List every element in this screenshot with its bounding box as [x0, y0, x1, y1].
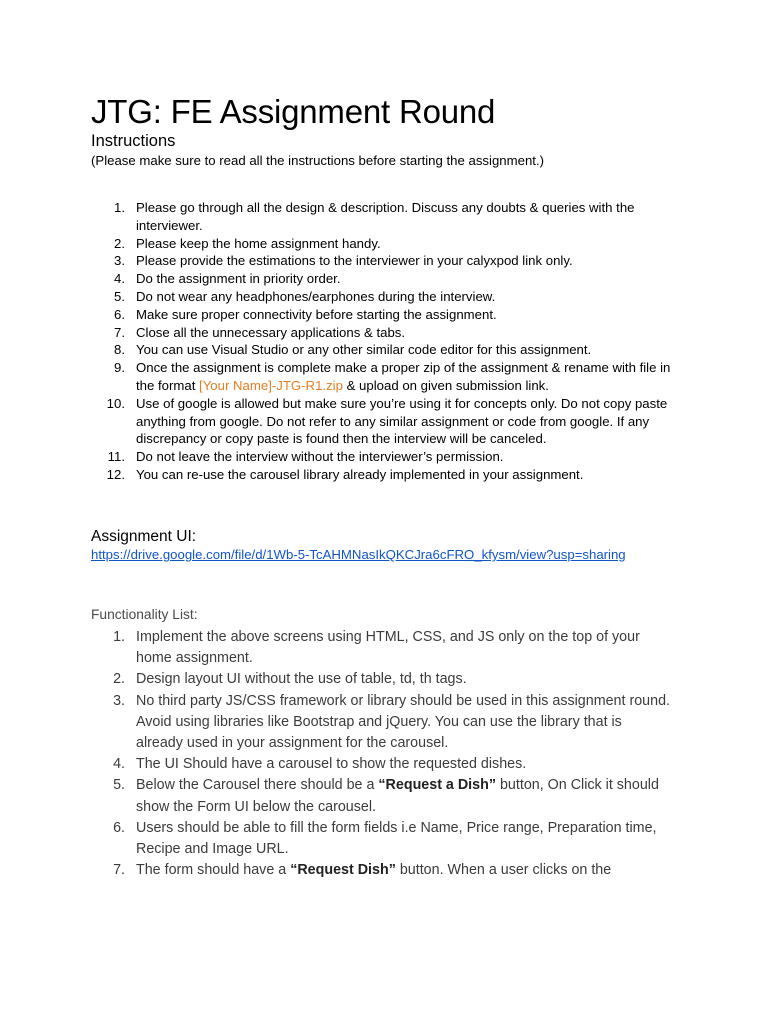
list-number: 12.	[106, 466, 125, 482]
list-number: 5.	[113, 777, 125, 794]
list-item	[91, 448, 671, 466]
assignment-ui-heading: Assignment UI:	[91, 528, 197, 545]
list-item-text: Please go through all the design & description. Discuss any doubts & queries with the interviewer.	[136, 200, 635, 233]
list-item	[91, 669, 671, 690]
list-item-text: No third party JS/CSS framework or library should be used in this assignment round. Avoid using libraries like Bootstrap and jQuery. You can use the library that is already used in your assignment for the carousel.	[136, 692, 670, 752]
list-item	[91, 775, 671, 817]
list-item	[91, 306, 671, 324]
list-item	[91, 359, 671, 395]
list-item-text: Below the Carousel there should be a	[136, 777, 379, 794]
list-number: 9.	[114, 360, 125, 376]
list-item-emphasis: “Request a Dish”	[378, 777, 496, 794]
list-item-emphasis: “Request Dish”	[290, 862, 396, 879]
list-number: 3.	[113, 692, 125, 709]
list-item-emphasis: [Your Name]-JTG-R1.zip	[199, 377, 343, 393]
list-item	[91, 691, 671, 755]
list-item-text: The UI Should have a carousel to show the requested dishes.	[136, 756, 527, 773]
list-number: 10.	[106, 395, 125, 411]
list-item-text: Design layout UI without the use of table, td, th tags.	[136, 671, 467, 688]
list-item-text: You can use Visual Studio or any other similar code editor for this assignment.	[136, 342, 592, 358]
list-item	[91, 288, 671, 306]
list-item-text: Please keep the home assignment handy.	[136, 235, 381, 251]
list-item-text: button. When a user clicks on the	[395, 862, 612, 879]
list-item	[91, 818, 671, 860]
list-number: 1.	[113, 629, 125, 645]
list-item-text: Once the assignment is complete make a proper zip of the assignment & rename with file in the format	[136, 360, 671, 393]
instructions-note: (Please make sure to read all the instructions before starting the assignment.)	[91, 153, 544, 168]
list-item	[91, 324, 671, 342]
list-item-text: Implement the above screens using HTML, CSS, and JS only on the top of your home assignment.	[136, 629, 640, 667]
list-item-text: You can re-use the carousel library already implemented in your assignment.	[136, 466, 584, 482]
list-item-text: Do not leave the interview without the interviewer’s permission.	[136, 449, 504, 465]
list-number: 4.	[114, 271, 125, 287]
list-item	[91, 754, 671, 775]
list-item	[91, 199, 671, 235]
list-item-text: & upload on given submission link.	[342, 377, 549, 393]
list-number: 7.	[114, 324, 125, 340]
list-item-text: Use of google is allowed but make sure you’re using it for concepts only. Do not copy paste anything from google. Do not refer to any similar assignment or code from google. If any discrepancy or copy paste is found then the interview will be canceled.	[136, 395, 668, 447]
list-item	[91, 466, 671, 484]
list-item-text: Users should be able to fill the form fields i.e Name, Price range, Preparation time, Recipe and Image URL.	[136, 819, 657, 858]
list-item	[91, 341, 671, 359]
list-number: 2.	[113, 671, 125, 688]
assignment-ui-link[interactable]: https://drive.google.com/file/d/1Wb-5-TcAHMNasIkQKCJra6cFRO_kfysm/view?usp=sharing	[91, 547, 626, 562]
list-number: 5.	[114, 288, 125, 304]
list-item	[91, 395, 671, 448]
list-item	[91, 627, 671, 669]
list-item-text: Do the assignment in priority order.	[136, 271, 341, 287]
functionality-heading: Functionality List:	[91, 607, 198, 622]
list-number: 2.	[114, 235, 125, 251]
list-number: 7.	[113, 862, 125, 879]
list-number: 6.	[113, 819, 125, 836]
functionality-list	[91, 627, 671, 881]
list-item-text: The form should have a	[136, 862, 291, 879]
list-item	[91, 270, 671, 288]
page-title: JTG: FE Assignment Round	[91, 93, 496, 130]
list-item-text: Do not wear any headphones/earphones during the interview.	[136, 288, 496, 304]
instructions-heading: Instructions	[91, 132, 176, 150]
instructions-list	[91, 199, 671, 484]
list-item-text: Make sure proper connectivity before starting the assignment.	[136, 306, 497, 322]
list-item-text: Close all the unnecessary applications & tabs.	[136, 324, 406, 340]
list-number: 6.	[114, 306, 125, 322]
list-number: 11.	[107, 449, 125, 465]
list-item	[91, 860, 671, 881]
list-item	[91, 235, 671, 253]
list-item	[91, 252, 671, 270]
list-number: 8.	[114, 342, 125, 358]
list-number: 4.	[113, 756, 125, 773]
list-number: 3.	[114, 253, 125, 269]
list-item-text: button, On Click it should show the Form UI below the carousel.	[136, 777, 659, 815]
list-number: 1.	[114, 200, 125, 215]
list-item-text: Please provide the estimations to the interviewer in your calyxpod link only.	[136, 253, 573, 269]
